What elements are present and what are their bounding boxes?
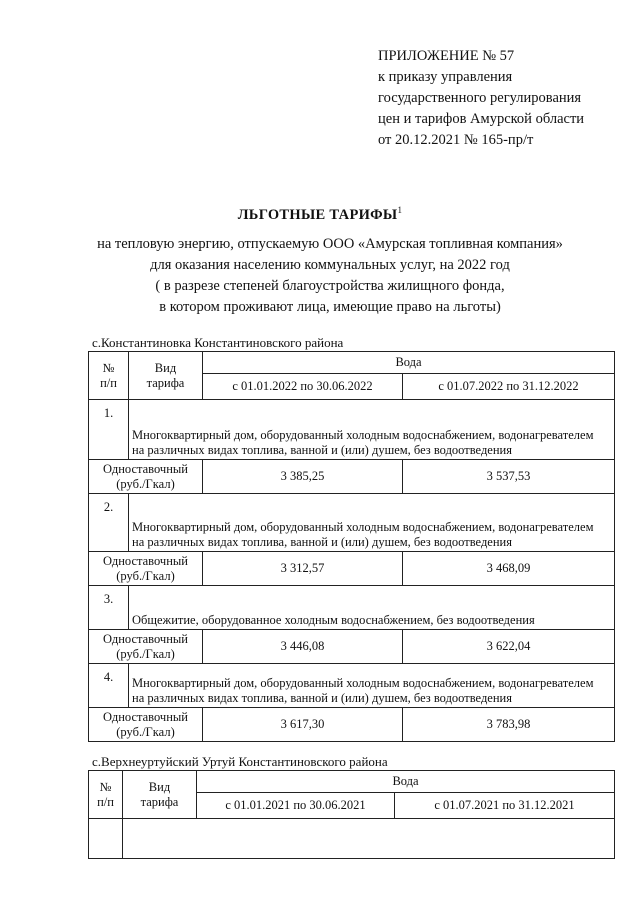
tariff-unit: (руб./Гкал): [116, 646, 175, 661]
table-row: [89, 630, 615, 664]
header-type-cell: [129, 352, 203, 400]
tariff-value-period-1: 3 312,57: [203, 552, 403, 586]
document-subtitle: [60, 234, 600, 318]
appendix-header: [378, 46, 584, 151]
row-number: 1.: [89, 400, 129, 460]
row-description-line-1: Многоквартирный дом, оборудованный холодным водоснабжением, водонагревателем: [132, 676, 594, 690]
header-type: Вид: [148, 779, 171, 794]
header-number-sub: п/п: [100, 375, 117, 390]
tariff-type: Одноставочный: [103, 709, 188, 724]
table-row: [89, 664, 615, 708]
table-row: [89, 586, 615, 630]
row-description: [129, 494, 615, 552]
table1-location: с.Константиновка Константиновского района: [92, 335, 344, 350]
header-number: №: [102, 360, 115, 375]
header-type-sub: тарифа: [146, 375, 185, 390]
header-water: Вода: [197, 771, 615, 793]
tariff-type: Одноставочный: [103, 553, 188, 568]
tariff-value-period-2: 3 537,53: [403, 460, 615, 494]
header-period-1: с 01.01.2022 по 30.06.2022: [203, 374, 403, 400]
tariff-type-cell: [89, 630, 203, 664]
tariff-type: Одноставочный: [103, 631, 188, 646]
table-row: [89, 552, 615, 586]
tariff-value-period-2: 3 783,98: [403, 708, 615, 742]
tariff-table-1: [88, 351, 615, 742]
table-row: [89, 708, 615, 742]
subtitle-line-2: для оказания населению коммунальных услуг, на 2022 год: [150, 257, 510, 273]
header-number-cell: [89, 352, 129, 400]
title-footnote-mark: 1: [397, 205, 403, 215]
appendix-region-line: цен и тарифов Амурской области: [378, 111, 585, 127]
header-period-2: с 01.07.2021 по 31.12.2021: [395, 793, 615, 819]
header-number-cell: [89, 771, 123, 819]
tariff-type-cell: [89, 708, 203, 742]
tariff-value-period-1: 3 617,30: [203, 708, 403, 742]
header-number-sub: п/п: [97, 794, 114, 809]
tariff-unit: (руб./Гкал): [116, 476, 175, 491]
row-description: [129, 586, 615, 630]
row-number: 4.: [89, 664, 129, 708]
row-number-empty: [89, 819, 123, 859]
document-title: [0, 205, 640, 224]
header-type-cell: [123, 771, 197, 819]
row-description-line-2: на различных видах топлива, ванной и (или) душем, без водоотведения: [132, 691, 512, 705]
row-description-empty: [123, 819, 615, 859]
row-description-line-1: Многоквартирный дом, оборудованный холодным водоснабжением, водонагревателем: [132, 428, 594, 442]
table-header-row: [89, 352, 615, 374]
table-row: [89, 460, 615, 494]
row-number: 2.: [89, 494, 129, 552]
appendix-order-line: к приказу управления: [378, 69, 513, 85]
tariff-unit: (руб./Гкал): [116, 568, 175, 583]
tariff-table-2: [88, 770, 615, 859]
table-row: [89, 819, 615, 859]
appendix-number: ПРИЛОЖЕНИЕ № 57: [378, 48, 515, 64]
tariff-type-cell: [89, 552, 203, 586]
tariff-value-period-1: 3 385,25: [203, 460, 403, 494]
header-type-sub: тарифа: [140, 794, 179, 809]
header-period-2: с 01.07.2022 по 31.12.2022: [403, 374, 615, 400]
subtitle-line-4: в котором проживают лица, имеющие право на льготы): [159, 299, 501, 315]
row-description-line-1: Многоквартирный дом, оборудованный холодным водоснабжением, водонагревателем: [132, 520, 594, 534]
tariff-value-period-2: 3 622,04: [403, 630, 615, 664]
header-type: Вид: [154, 360, 177, 375]
row-description: [129, 664, 615, 708]
header-number: №: [99, 779, 112, 794]
header-water: Вода: [203, 352, 615, 374]
table-row: [89, 494, 615, 552]
row-number: 3.: [89, 586, 129, 630]
row-description-line-2: на различных видах топлива, ванной и (или) душем, без водоотведения: [132, 443, 512, 457]
tariff-type: Одноставочный: [103, 461, 188, 476]
appendix-date-line: от 20.12.2021 № 165-пр/т: [378, 132, 534, 148]
tariff-value-period-1: 3 446,08: [203, 630, 403, 664]
subtitle-line-3: ( в разрезе степеней благоустройства жилищного фонда,: [155, 278, 505, 294]
table2-location: с.Верхнеуртуйский Уртуй Константиновского района: [92, 754, 388, 769]
row-description-line-2: на различных видах топлива, ванной и (или) душем, без водоотведения: [132, 535, 512, 549]
table-row: [89, 400, 615, 460]
row-description-line-1: Общежитие, оборудованное холодным водоснабжением, без водоотведения: [132, 613, 535, 627]
row-description: [129, 400, 615, 460]
subtitle-line-1: на тепловую энергию, отпускаемую ООО «Амурская топливная компания»: [97, 236, 563, 252]
tariff-value-period-2: 3 468,09: [403, 552, 615, 586]
tariff-unit: (руб./Гкал): [116, 724, 175, 739]
table-header-row: [89, 771, 615, 793]
appendix-authority-line: государственного регулирования: [378, 90, 582, 106]
tariff-type-cell: [89, 460, 203, 494]
document-title-text: ЛЬГОТНЫЕ ТАРИФЫ: [237, 206, 398, 223]
header-period-1: с 01.01.2021 по 30.06.2021: [197, 793, 395, 819]
